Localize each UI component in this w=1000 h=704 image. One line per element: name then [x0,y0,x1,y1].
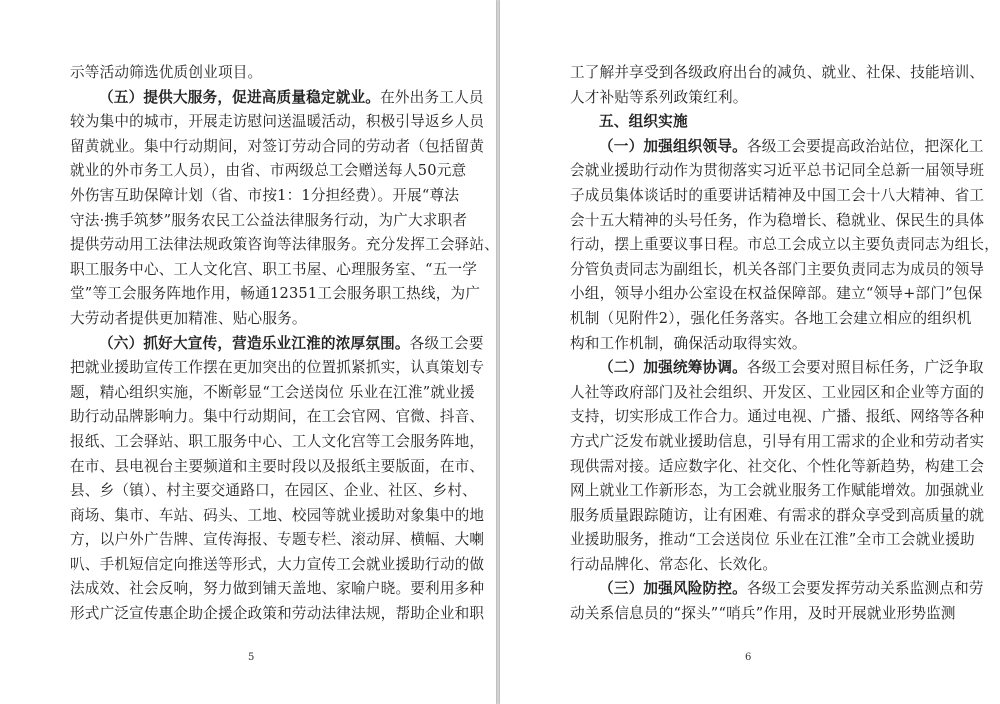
line-text: 题，精心组织实施，不断彰显“工会送岗位 乐业在江淮”就业援 [70,383,475,401]
line-text: 会就业援助行动作为贯彻落实习近平总书记同全总新一届领导班 [570,162,985,180]
line-text: 各级工会要对照目标任务，广泛争取 [746,359,984,377]
line-text: 报纸、工会驿站、职工服务中心、工人文化宫等工会服务阵地， [70,432,485,450]
text-line [570,381,985,406]
line-text: 行动品牌化、常态化、长效化。 [570,555,778,573]
text-line [70,381,475,406]
line-text: 现供需对接。适应数字化、社交化、个性化等新趋势，构建工会 [570,457,985,475]
line-text: 子成员集体谈话时的重要讲话精神及中国工会十八大精神、省工 [570,186,985,204]
line-text: 职工服务中心、工人文化宫、职工书屋、心理服务室、“五一学 [70,260,478,278]
text-line [570,479,985,504]
text-line [570,356,984,381]
text-line [70,504,485,529]
text-line [570,307,972,332]
line-text: 助行动品牌影响力。集中行动期间，在工会官网、官微、抖音、 [70,408,485,426]
section-heading: （六）抓好大宣传，营造乐业江淮的浓厚氛围。 [99,334,410,352]
text-line [70,553,485,578]
text-line [70,258,478,283]
text-line [70,332,484,357]
text-line [70,135,485,160]
line-text: 方，以户外广告牌、宣传海报、专题专栏、滚动屏、横幅、大喇 [70,531,485,549]
text-line [70,577,485,602]
text-line [570,528,975,553]
line-text: 人社等政府部门及社会组织、开发区、工业园区和企业等方面的 [570,383,985,401]
line-text: 法成效、社会反响，努力做到铺天盖地、家喻户晓。要利用多种 [70,580,485,598]
text-line [570,602,956,627]
text-line [70,479,477,504]
text-line [70,282,481,307]
line-text: 提供劳动用工法律法规政策咨询等法律服务。充分发挥工会驿站、 [70,236,500,254]
text-line [570,86,930,111]
text-line [70,455,485,480]
text-line [570,258,985,283]
line-text: 留黄就业。集中行动期间，对签订劳动合同的劳动者（包括留黄 [70,137,485,155]
text-line [570,553,930,578]
text-line [70,307,430,332]
line-text: 外伤害互助保障计划（省、市按1：1分担经费）。开展“尊法 [70,186,460,204]
line-text: 叭、手机短信定向推送等形式，大力宣传工会就业援助行动的做 [70,555,485,573]
line-text: 支持，切实形成工作合力。通过电视、广播、报纸、网络等各种 [570,408,985,426]
line-text: 工了解并享受到各级政府出台的减负、就业、社保、技能培训、 [570,64,985,81]
line-text: 构和工作机制，确保活动取得实效。 [570,334,807,352]
line-text: 动关系信息员的“探头”“哨兵”作用，及时开展就业形势监测 [570,605,956,623]
line-text: 人才补贴等系列政策红利。 [570,88,748,106]
line-text: 守法·携手筑梦”服务农民工公益法律服务行动，为广大求职者 [70,211,468,229]
section-heading: （三）加强风险防控。 [599,580,747,598]
text-line [570,282,983,307]
text-line [570,233,1000,258]
section-heading: （五）提供大服务，促进高质量稳定就业。 [99,88,381,106]
text-line [70,110,485,135]
line-text: 就业的外市务工人员），由省、市两级总工会赠送每人50元意 [70,162,467,180]
line-text: 方式广泛发布就业援助信息，引导有用工需求的企业和劳动者实 [570,432,985,450]
text-line [70,61,430,86]
line-text: 分管负责同志为副组长，机关各部门主要负责同志为成员的领导 [570,260,985,278]
text-line [70,159,467,184]
line-text: 把就业援助宣传工作摆在更加突出的位置抓紧抓实，认真策划专 [70,359,485,377]
line-text: 在外出务工人员 [380,88,484,106]
line-text: 会十五大精神的头号任务，作为稳增长、稳就业、保民生的具体 [570,211,985,229]
text-line [70,602,485,627]
text-line [70,430,485,455]
text-line [70,528,485,553]
line-text: 形式广泛宣传惠企助企援企政策和劳动法律法规，帮助企业和职 [70,605,485,623]
line-text: 小组，领导小组办公室设在权益保障部。建立“领导+部门”包保 [570,285,983,303]
text-line [70,184,460,209]
section-heading: 五、组织实施 [599,113,688,131]
line-text: 各级工会要提高政治站位，把深化工 [746,137,984,155]
page-5-body [70,61,500,627]
line-text: 各级工会要 [409,334,484,352]
line-text: 机制（见附件2），强化任务落实。各地工会建立相应的组织机 [570,309,972,327]
line-text: 各级工会要发挥劳动关系监测点和劳 [746,580,984,598]
text-line [570,332,930,357]
line-text: 行动，摆上重要议事日程。市总工会成立以主要负责同志为组长， [570,236,1000,254]
text-line [70,86,484,111]
page-6-body [570,61,1000,627]
line-text: 服务质量跟踪随访，让有困难、有需求的群众享受到高质量的就 [570,506,985,524]
line-text: 县、乡（镇）、村主要交通路口，在园区、企业、社区、乡村、 [70,482,477,500]
page-number: 6 [745,652,752,663]
text-line [70,209,468,234]
section-heading: （一）加强组织领导。 [599,137,747,155]
text-line [70,405,485,430]
text-line [570,159,985,184]
text-line [570,184,985,209]
text-line [570,61,985,86]
section-heading: （二）加强统筹协调。 [599,359,747,377]
line-text: 商场、集市、车站、码头、工地、校园等就业援助对象集中的地 [70,506,485,524]
text-line [570,405,985,430]
page-number: 5 [248,652,255,663]
line-text: 在市、县电视台主要频道和主要时段以及报纸主要版面，在市、 [70,457,485,475]
text-line [570,430,985,455]
text-line [70,233,500,258]
text-line [570,110,930,135]
line-text: 示等活动筛选优质创业项目。 [70,64,263,81]
line-text: 较为集中的城市，开展走访慰问送温暖活动，积极引导返乡人员 [70,113,485,131]
text-line [570,135,984,160]
text-line [570,209,985,234]
line-text: 大劳动者提供更加精准、贴心服务。 [70,309,307,327]
line-text: 堂”等工会服务阵地作用，畅通12351工会服务职工热线，为广 [70,285,481,303]
text-line [70,356,485,381]
text-line [570,577,984,602]
line-text: 网上就业工作新形态，为工会就业服务工作赋能增效。加强就业 [570,482,985,500]
text-line [570,455,985,480]
text-line [570,504,985,529]
line-text: 业援助服务，推动“工会送岗位 乐业在江淮”全市工会就业援助 [570,531,975,549]
